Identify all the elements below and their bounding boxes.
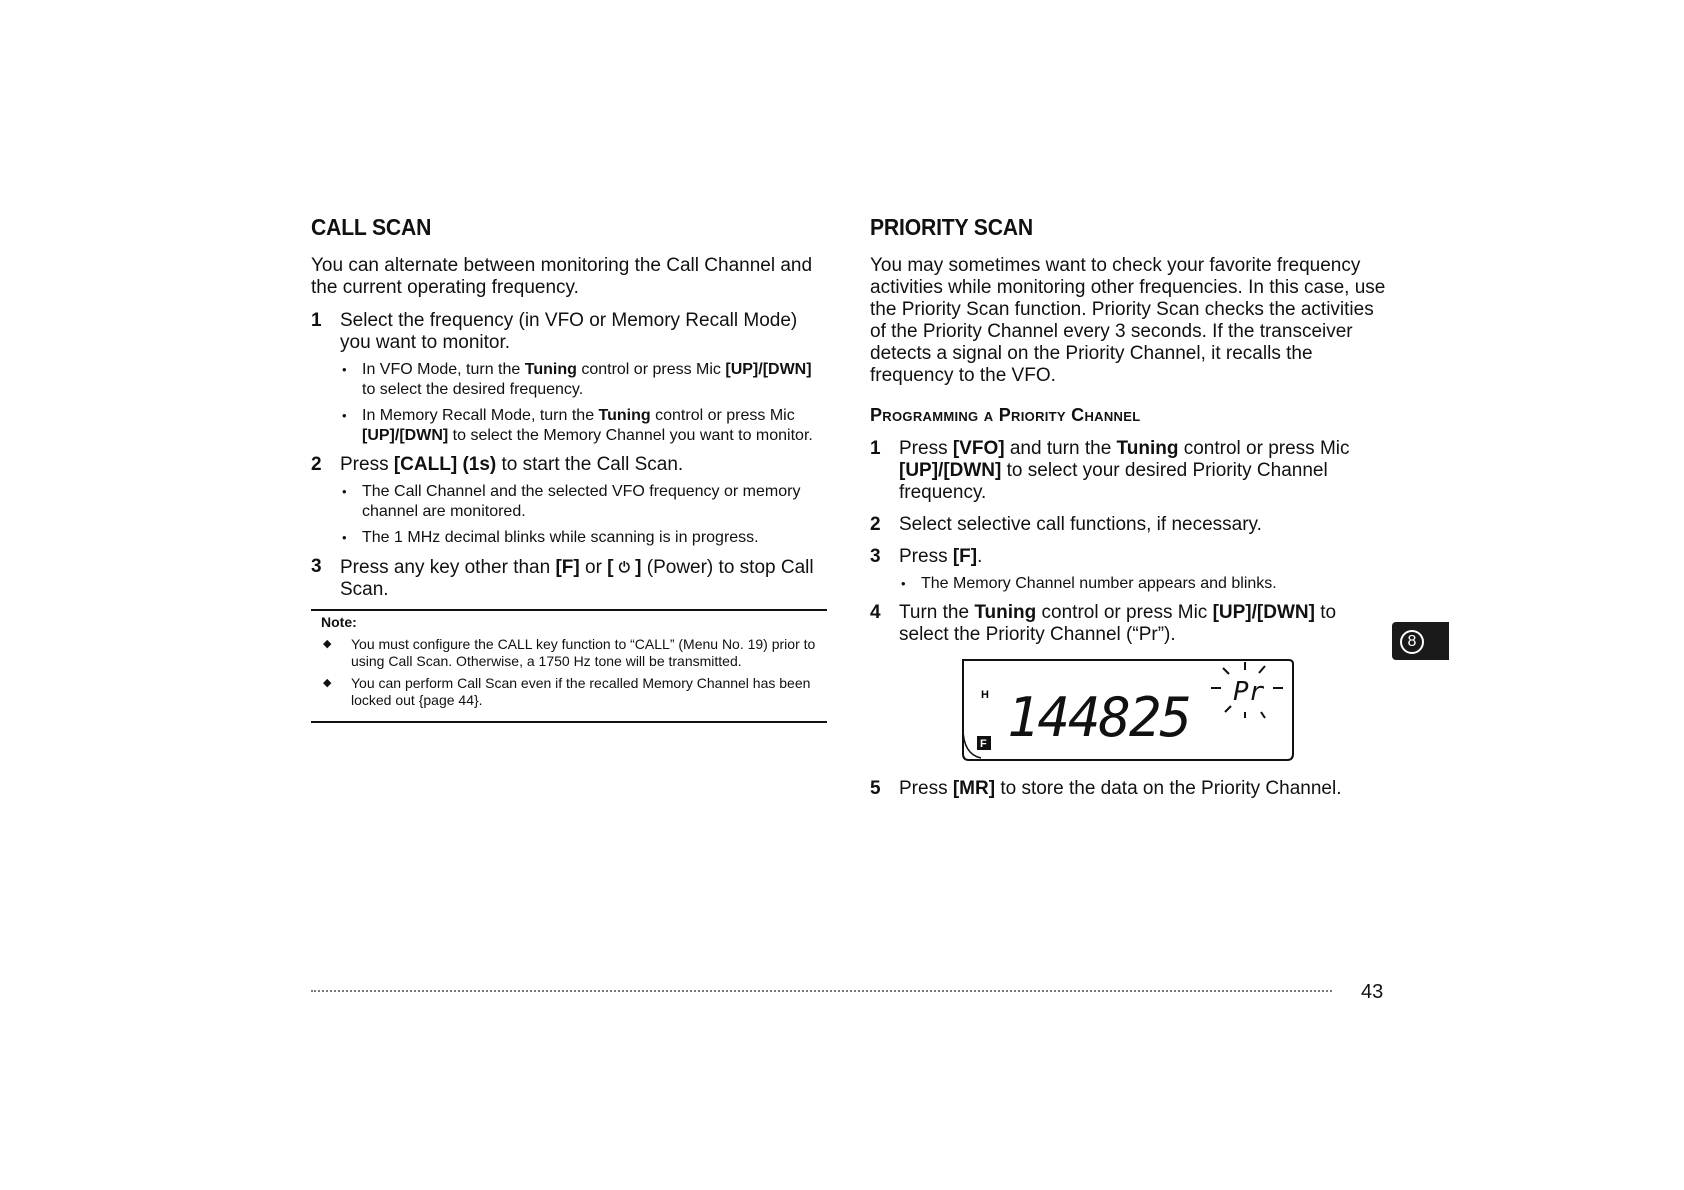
step-text: Select selective call functions, if necessary. <box>899 514 1262 535</box>
note-title: Note: <box>321 614 357 630</box>
step-text: Select the frequency (in VFO or Memory Recall Mode) you want to monitor. <box>340 310 798 353</box>
footer-dotted-rule <box>311 990 1332 992</box>
note-item: ◆ You must configure the CALL key function to “CALL” (Menu No. 19) prior to using Call Scan. Otherwise, a 1750 Hz tone will be transmitted. <box>311 636 827 670</box>
priority-scan-section <box>870 214 1390 806</box>
priority-step-4 <box>870 602 1390 646</box>
priority-step-5 <box>870 778 1390 800</box>
step-number: 3 <box>870 546 881 567</box>
priority-step-2 <box>870 514 1390 536</box>
step-number: 1 <box>311 310 322 331</box>
call-scan-step-2-bullets <box>340 482 827 548</box>
priority-step-3 <box>870 546 1390 568</box>
step-text: Turn the Tuning control or press Mic [UP]/[DWN] to select the Priority Channel (“Pr”). <box>899 602 1337 645</box>
step-number: 2 <box>870 514 881 535</box>
bullet-item: • The 1 MHz decimal blinks while scanning is in progress. <box>340 528 827 548</box>
step-number: 5 <box>870 778 881 799</box>
power-icon: ⏻ <box>618 559 630 575</box>
step-number: 3 <box>311 556 322 577</box>
note-item: ◆ You can perform Call Scan even if the recalled Memory Channel has been locked out {page 44}. <box>311 675 827 709</box>
priority-step-3-bullets <box>899 574 1390 594</box>
step-text: Press any key other than [F] or [ ⏻ ] (Power) to stop Call Scan. <box>340 557 814 600</box>
priority-scan-intro: You may sometimes want to check your favorite frequency activities while monitoring other frequencies. In this case, use the Priority Scan function. Priority Scan checks the activities of the Priority Channel every 3 seconds. If the transceiver detects a signal on the Priority Channel, it recalls the frequency to the VFO. <box>870 255 1386 386</box>
priority-step-1 <box>870 438 1390 504</box>
bullet-item: • In VFO Mode, turn the Tuning control or press Mic [UP]/[DWN] to select the desired frequency. <box>340 360 827 400</box>
lcd-channel: Pr <box>1233 677 1265 707</box>
step-text: Press [F]. <box>899 546 983 567</box>
priority-subtitle: Programming a Priority Channel <box>870 405 1141 425</box>
step-number: 4 <box>870 602 881 623</box>
step-text: Press [MR] to store the data on the Priority Channel. <box>899 778 1342 799</box>
call-scan-step-1-bullets <box>340 360 827 446</box>
priority-scan-title: PRIORITY SCAN <box>870 214 1033 240</box>
step-number: 2 <box>311 454 322 475</box>
step-number: 1 <box>870 438 881 459</box>
call-scan-intro: You can alternate between monitoring the Call Channel and the current operating frequency. <box>311 255 813 298</box>
bullet-item: • The Memory Channel number appears and blinks. <box>899 574 1390 594</box>
call-scan-section <box>311 214 827 723</box>
bullet-item: • In Memory Recall Mode, turn the Tuning control or press Mic [UP]/[DWN] to select the Memory Channel you want to monitor. <box>340 406 827 446</box>
lcd-h-indicator: H <box>981 689 989 701</box>
call-scan-title: CALL SCAN <box>311 214 432 240</box>
call-scan-step-2 <box>311 454 827 476</box>
lcd-display <box>959 658 1295 762</box>
call-scan-note <box>311 609 827 723</box>
lcd-f-indicator: F <box>980 738 987 750</box>
chapter-tab <box>1392 622 1449 660</box>
lcd-display-illustration <box>959 658 1295 762</box>
page-number: 43 <box>1361 981 1384 1003</box>
chapter-number: 8 <box>1400 630 1424 654</box>
step-text: Press [VFO] and turn the Tuning control or press Mic [UP]/[DWN] to select your desired Priority Channel frequency. <box>899 438 1350 503</box>
call-scan-step-1 <box>311 310 827 354</box>
step-text: Press [CALL] (1s) to start the Call Scan. <box>340 454 684 475</box>
bullet-item: • The Call Channel and the selected VFO frequency or memory channel are monitored. <box>340 482 827 522</box>
call-scan-step-3 <box>311 556 827 601</box>
lcd-frequency: 144825 <box>1007 686 1191 749</box>
